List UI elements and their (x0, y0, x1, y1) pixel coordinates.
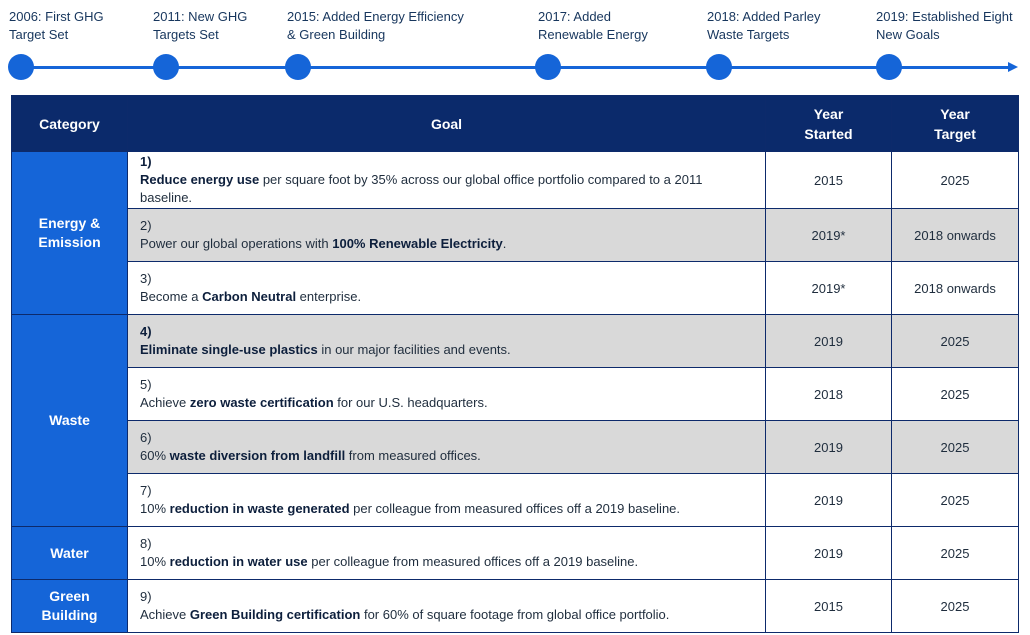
column-header-goal: Goal (128, 96, 766, 152)
goal-text: per colleague from measured offices off a 2019 baseline. (307, 554, 639, 569)
goal-text: Power our global operations with (140, 236, 333, 251)
goal-number: 9) (140, 589, 152, 604)
goal-number: 1) (140, 154, 152, 169)
table-row (12, 152, 1019, 209)
timeline-label: 2019: Established Eight New Goals (876, 9, 1013, 42)
goal-number: 8) (140, 536, 152, 551)
category-energy-emission: Energy & Emission (12, 152, 128, 315)
goal-number: 2) (140, 218, 152, 233)
year-target-cell: 2025 (892, 368, 1019, 421)
table-header-row (12, 96, 1019, 152)
goal-text: per colleague from measured offices off a 2019 baseline. (349, 501, 681, 516)
goal-highlight: waste diversion from landfill (169, 448, 346, 463)
timeline-milestone-dot (706, 54, 732, 80)
goal-cell (128, 315, 766, 368)
goal-cell (128, 368, 766, 421)
goal-highlight: Green Building certification (189, 607, 361, 622)
goal-cell (128, 580, 766, 633)
goal-highlight: Eliminate single-use plastics (140, 342, 318, 357)
category-waste: Waste (12, 315, 128, 527)
goal-number: 7) (140, 483, 152, 498)
year-target-cell: 2018 onwards (892, 262, 1019, 315)
table-row (12, 527, 1019, 580)
timeline-label: 2006: First GHG Target Set (9, 9, 104, 42)
table-row (12, 368, 1019, 421)
table-row (12, 262, 1019, 315)
goal-text: Achieve (140, 395, 190, 410)
category-water: Water (12, 527, 128, 580)
goal-text: for 60% of square footage from global office portfolio. (360, 607, 670, 622)
timeline-milestone-dot (285, 54, 311, 80)
table-row (12, 421, 1019, 474)
timeline-arrow-icon (1008, 62, 1018, 72)
timeline-label: 2011: New GHG Targets Set (153, 9, 248, 42)
timeline-milestone-dot (535, 54, 561, 80)
goals-table (11, 95, 1019, 633)
timeline-milestone-dot (153, 54, 179, 80)
table-row (12, 209, 1019, 262)
goal-highlight: Carbon Neutral (202, 289, 297, 304)
table-row (12, 315, 1019, 368)
goal-number: 6) (140, 430, 152, 445)
goal-text: 10% (140, 554, 170, 569)
year-target-cell: 2025 (892, 580, 1019, 633)
year-started-cell: 2015 (766, 152, 892, 209)
year-started-cell: 2019 (766, 527, 892, 580)
timeline-label: 2015: Added Energy Efficiency & Green Building (287, 9, 464, 42)
goal-number: 5) (140, 377, 152, 392)
column-header-category: Category (12, 96, 128, 152)
goal-cell (128, 209, 766, 262)
timeline (0, 0, 1030, 92)
goal-cell (128, 421, 766, 474)
year-target-cell: 2018 onwards (892, 209, 1019, 262)
goal-text: . (502, 236, 507, 251)
year-started-cell: 2019 (766, 315, 892, 368)
year-target-cell: 2025 (892, 474, 1019, 527)
category-green-building: Green Building (12, 580, 128, 633)
goal-text: 10% (140, 501, 170, 516)
goal-text: per square foot by 35% across our global office portfolio compared to a 2011 baseline. (140, 172, 703, 205)
year-target-cell: 2025 (892, 527, 1019, 580)
timeline-label: 2017: Added Renewable Energy (538, 9, 648, 42)
goal-highlight: zero waste certification (189, 395, 334, 410)
goal-cell (128, 474, 766, 527)
year-target-cell: 2025 (892, 421, 1019, 474)
column-header-year-started: Year Started (766, 96, 892, 152)
year-started-cell: 2019 (766, 474, 892, 527)
timeline-milestone-dot (8, 54, 34, 80)
goal-cell (128, 262, 766, 315)
timeline-label: 2018: Added Parley Waste Targets (707, 9, 821, 42)
goal-highlight: 100% Renewable Electricity (332, 236, 503, 251)
goal-text: enterprise. (296, 289, 362, 304)
goal-number: 4) (140, 324, 152, 339)
goal-text: in our major facilities and events. (317, 342, 511, 357)
goal-number: 3) (140, 271, 152, 286)
year-started-cell: 2019* (766, 262, 892, 315)
goal-highlight: reduction in water use (169, 554, 308, 569)
year-started-cell: 2019* (766, 209, 892, 262)
column-header-year-target: Year Target (892, 96, 1019, 152)
goal-text: Achieve (140, 607, 190, 622)
table-row (12, 580, 1019, 633)
goal-text: from measured offices. (345, 448, 481, 463)
goal-cell (128, 152, 766, 209)
table-row (12, 474, 1019, 527)
goal-text: Become a (140, 289, 203, 304)
goal-text: for our U.S. headquarters. (333, 395, 488, 410)
year-target-cell: 2025 (892, 315, 1019, 368)
goal-highlight: Reduce energy use (140, 172, 260, 187)
year-started-cell: 2018 (766, 368, 892, 421)
year-started-cell: 2019 (766, 421, 892, 474)
year-target-cell: 2025 (892, 152, 1019, 209)
timeline-milestone-dot (876, 54, 902, 80)
goal-cell (128, 527, 766, 580)
goal-highlight: reduction in waste generated (169, 501, 350, 516)
goal-text: 60% (140, 448, 170, 463)
year-started-cell: 2015 (766, 580, 892, 633)
